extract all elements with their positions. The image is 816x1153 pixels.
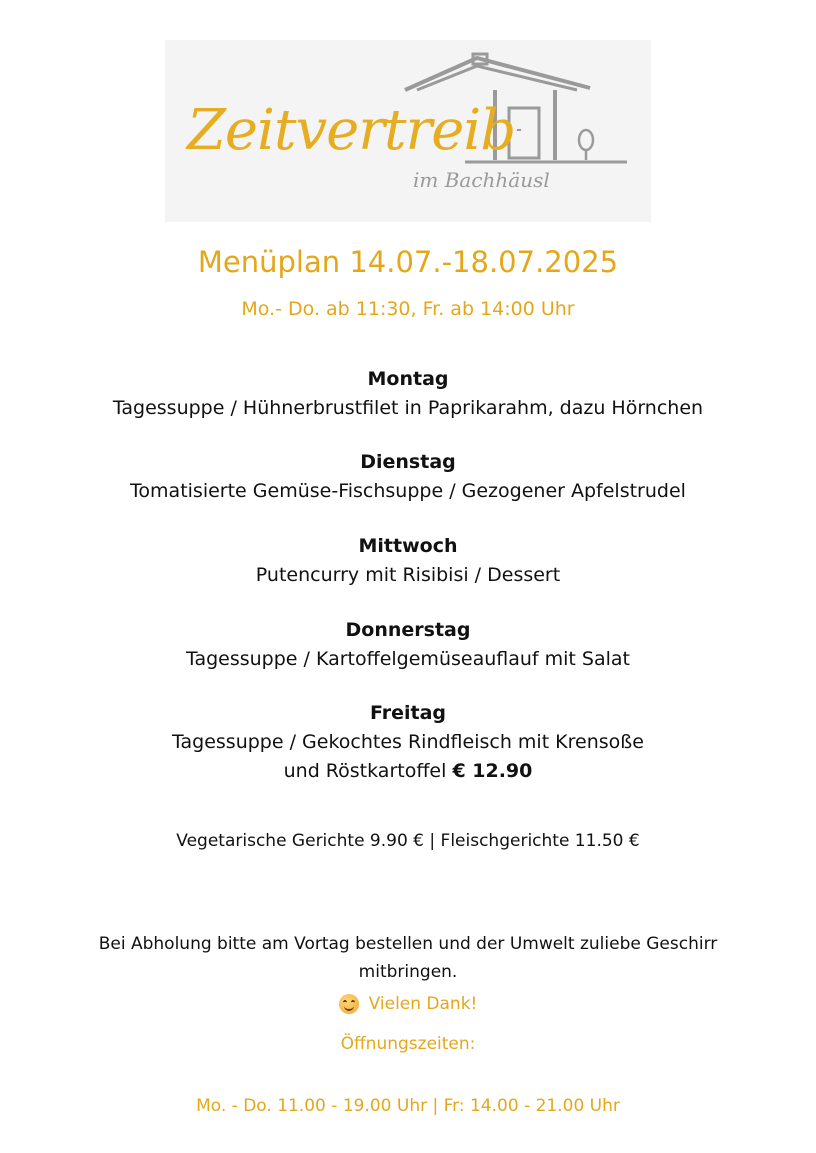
- dish-line-continued: [0, 757, 816, 786]
- price-summary: Vegetarische Gerichte 9.90 € | Fleischgerichte 11.50 €: [176, 831, 640, 851]
- day-block-montag: [0, 365, 816, 423]
- day-block-dienstag: [0, 448, 816, 506]
- pickup-note: [0, 930, 816, 986]
- day-heading: Dienstag: [360, 451, 456, 473]
- menu-title: Menüplan 14.07.-18.07.2025: [197, 245, 619, 279]
- day-heading: Donnerstag: [345, 619, 471, 641]
- thanks-text: Vielen Dank!: [368, 994, 478, 1014]
- day-heading: Freitag: [369, 702, 447, 724]
- day-block-freitag: [0, 699, 816, 786]
- day-heading: Mittwoch: [358, 535, 458, 557]
- dish-line: Tagessuppe / Gekochtes Rindfleisch mit Krensoße: [172, 731, 644, 753]
- day-block-mittwoch: [0, 532, 816, 590]
- logo-script-text: Zeitvertreib: [187, 98, 516, 163]
- logo-sub-text: im Bachhäusl: [413, 168, 550, 192]
- freitag-price: € 12.90: [452, 760, 533, 782]
- dish-line: Tomatisierte Gemüse-Fischsuppe / Gezogener Apfelstrudel: [130, 480, 686, 502]
- dish-line: Tagessuppe / Kartoffelgemüseauflauf mit Salat: [185, 648, 630, 670]
- opening-hours: Mo. - Do. 11.00 - 19.00 Uhr | Fr: 14.00 - 21.00 Uhr: [196, 1096, 620, 1116]
- thanks-line: [0, 994, 816, 1014]
- service-hours: Mo.- Do. ab 11:30, Fr. ab 14:00 Uhr: [241, 298, 575, 320]
- pickup-note-line: Bei Abholung bitte am Vortag bestellen und der Umwelt zuliebe Geschirr: [98, 934, 718, 954]
- logo: [165, 40, 651, 222]
- dish-line-text: und Röstkartoffel: [283, 760, 447, 782]
- smiley-icon: [339, 994, 359, 1014]
- dish-line: Putencurry mit Risibisi / Dessert: [255, 564, 561, 586]
- opening-hours-label: Öffnungszeiten:: [340, 1034, 476, 1054]
- day-block-donnerstag: [0, 616, 816, 674]
- day-heading: Montag: [367, 368, 449, 390]
- pickup-note-line: mitbringen.: [358, 962, 458, 982]
- dish-line: Tagessuppe / Hühnerbrustfilet in Paprikarahm, dazu Hörnchen: [112, 397, 704, 419]
